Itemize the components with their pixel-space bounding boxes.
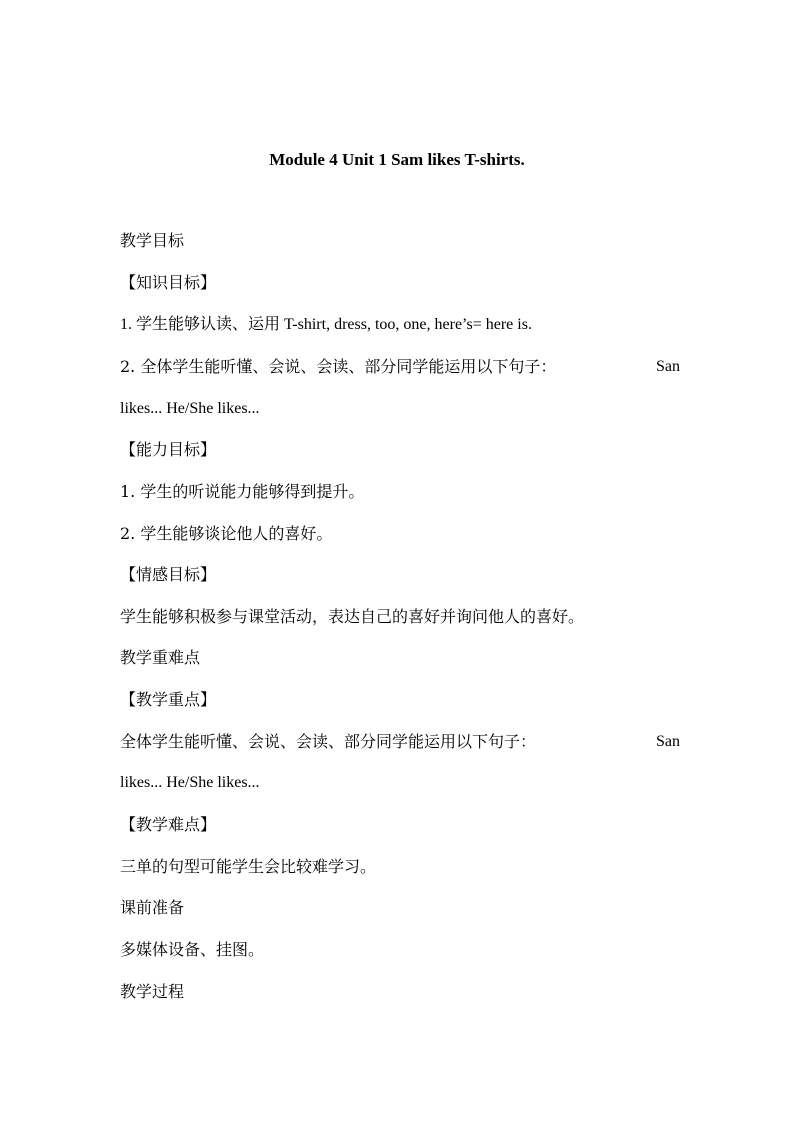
ability-item-2: 2. 学生能够谈论他人的喜好。 bbox=[120, 524, 333, 543]
difficult-point-label: 【教学难点】 bbox=[120, 815, 217, 834]
ability-item-1: 1. 学生的听说能力能够得到提升。 bbox=[120, 482, 365, 501]
knowledge-item-2-tail: San bbox=[656, 358, 680, 375]
emotion-text: 学生能够积极参与课堂活动，表达自己的喜好并询问他人的喜好。 bbox=[120, 607, 585, 626]
ability-goal-label: 【能力目标】 bbox=[120, 440, 217, 459]
key-point-text-continuation: likes... He/She likes... bbox=[120, 774, 260, 791]
preparation-text: 多媒体设备、挂图。 bbox=[120, 940, 265, 959]
knowledge-item-1: 1. 学生能够认读、运用 T-shirt, dress, too, one, here’s= here is. bbox=[120, 316, 532, 333]
knowledge-item-2 bbox=[120, 356, 680, 378]
heading-preparation: 课前准备 bbox=[120, 898, 185, 917]
knowledge-goal-label: 【知识目标】 bbox=[120, 273, 217, 292]
heading-process: 教学过程 bbox=[120, 982, 185, 1001]
heading-key-difficult: 教学重难点 bbox=[120, 648, 201, 667]
key-point-text-main: 全体学生能听懂、会说、会读、部分同学能运用以下句子： bbox=[120, 732, 537, 751]
key-point-text bbox=[120, 731, 680, 753]
heading-objectives: 教学目标 bbox=[120, 231, 185, 250]
knowledge-item-2-text: 2. 全体学生能听懂、会说、会读、部分同学能运用以下句子： bbox=[120, 357, 557, 376]
key-point-text-tail: San bbox=[656, 733, 680, 750]
knowledge-item-2-continuation: likes... He/She likes... bbox=[120, 400, 260, 417]
emotion-goal-label: 【情感目标】 bbox=[120, 565, 217, 584]
key-point-label: 【教学重点】 bbox=[120, 690, 217, 709]
page-title: Module 4 Unit 1 Sam likes T-shirts. bbox=[269, 150, 525, 169]
difficult-point-text: 三单的句型可能学生会比较难学习。 bbox=[120, 857, 377, 876]
